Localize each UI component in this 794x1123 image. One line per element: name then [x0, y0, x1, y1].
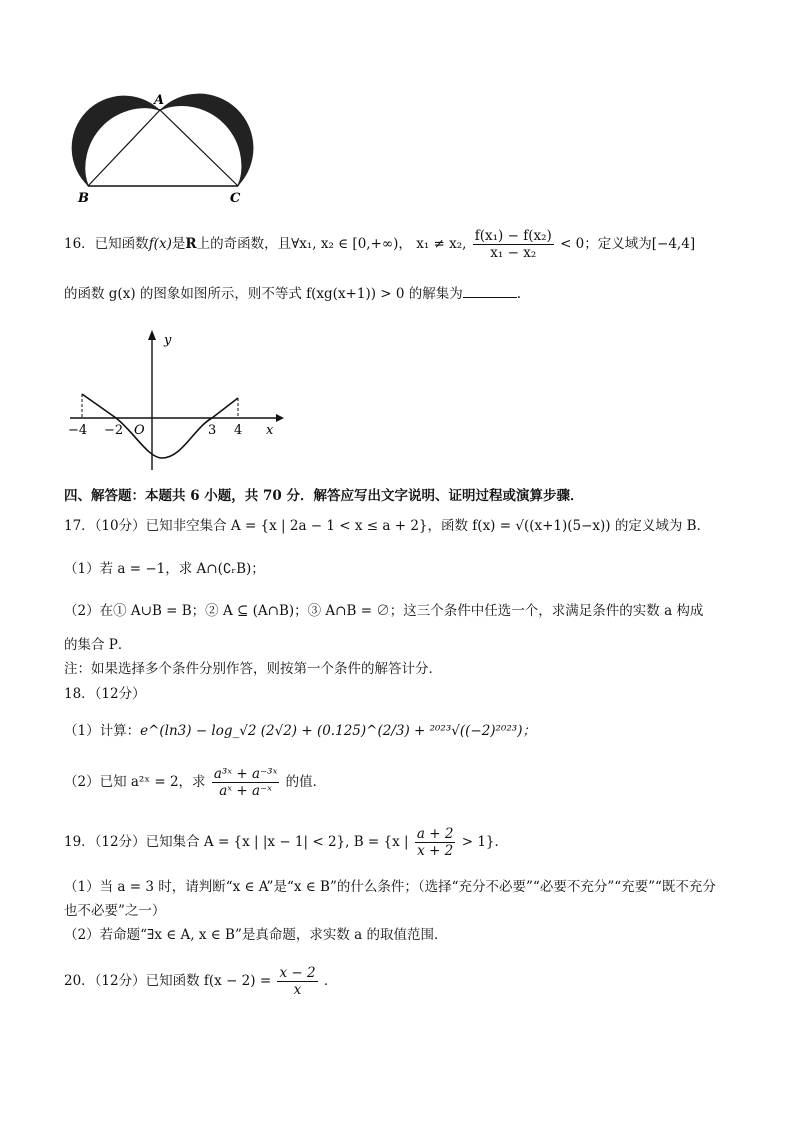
q17-head: 17．（10分）已知非空集合 A = {x | 2a − 1 < x ≤ a + 2}，函数 f(x) = √((x+1)(5−x)) 的定义域为 B． [64, 518, 711, 534]
q18-fraction: $\frac{\text{a³ˣ + a⁻³ˣ}}{\text{aˣ + a⁻ˣ}}$ [213, 766, 278, 799]
y-axis-label: y [164, 333, 172, 348]
section-heading: 四、解答题：本题共 6 小题，共 70 分．解答应写出文字说明、证明过程或演算步骤． [64, 488, 584, 504]
q18-head: 18．（12分） [64, 686, 146, 702]
q19-part1-cont: 也不必要”之一） [64, 903, 166, 919]
q19-head: 19．（12分）已知集合 A = {x | |x − 1| < 2}, B = {x | $\frac{a + 2}{x + 2}$ > 1}． [64, 826, 509, 859]
q17-part2-cont: 的集合 P． [64, 637, 132, 653]
label-a: A [154, 93, 165, 108]
figure-gx-graph [64, 322, 284, 472]
tick-neg4: −4 [68, 423, 88, 438]
tick-neg2: −2 [104, 423, 124, 438]
q19-part1: （1）当 a = 3 时，请判断“x ∈ A”是“x ∈ B”的什么条件；（选择“充分不必要”“必要不充分”“充要”“既不充分 [64, 879, 716, 895]
q19-fraction: $\frac{a + 2}{x + 2}$ [416, 826, 454, 859]
answer-blank [463, 285, 517, 298]
q20-head: 20．（12分）已知函数 f(x − 2) = $\frac{x - 2}{x}$ ． [64, 965, 338, 998]
label-c: C [230, 191, 241, 206]
q16-line1: 16．已知函数f(x)是R上的奇函数，且∀x₁, x₂ ∈ [0,+∞)， x₁ ≠ x₂, $\frac{\text{f(x₁) − f(x₂)}}{\text{x₁ − x₂}}$ < 0；定义域为[−4,4] [64, 228, 696, 261]
x-axis-label: x [266, 423, 274, 438]
tick-3: 3 [208, 423, 217, 438]
q18-part2: （2）已知 a²ˣ = 2，求 $\frac{\text{a³ˣ + a⁻³ˣ}}{\text{aˣ + a⁻ˣ}}$ 的值． [64, 766, 327, 799]
q17-part1: （1）若 a = −1，求 A∩(∁ᵣB)； [64, 561, 265, 577]
q16-line2: 的函数 g(x) 的图象如图所示，则不等式 f(xg(x+1)) > 0 的解集为 . [64, 286, 522, 302]
label-b: B [78, 191, 89, 206]
q17-note: 注：如果选择多个条件分别作答，则按第一个条件的解答计分． [64, 661, 442, 677]
figure-lune-triangle [64, 88, 264, 208]
tick-4: 4 [234, 423, 243, 438]
q20-fraction: $\frac{x - 2}{x}$ [279, 965, 316, 998]
q18-part1: （1）计算：e^(ln3) − log_√2 (2√2) + (0.125)^(2/3) + ²⁰²³√((−2)²⁰²³)； [64, 723, 536, 739]
origin-label: O [134, 423, 145, 438]
q19-part2: （2）若命题“∃x ∈ A, x ∈ B”是真命题，求实数 a 的取值范围． [64, 927, 448, 943]
q17-part2: （2）在① A∪B = B；② A ⊆ (A∩B)；③ A∩B = ∅；这三个条件中任选一个，求满足条件的实数 a 构成 [64, 603, 704, 619]
q16-fraction: $\frac{\text{f(x₁) − f(x₂)}}{\text{x₁ − x₂}}$ [474, 228, 552, 261]
